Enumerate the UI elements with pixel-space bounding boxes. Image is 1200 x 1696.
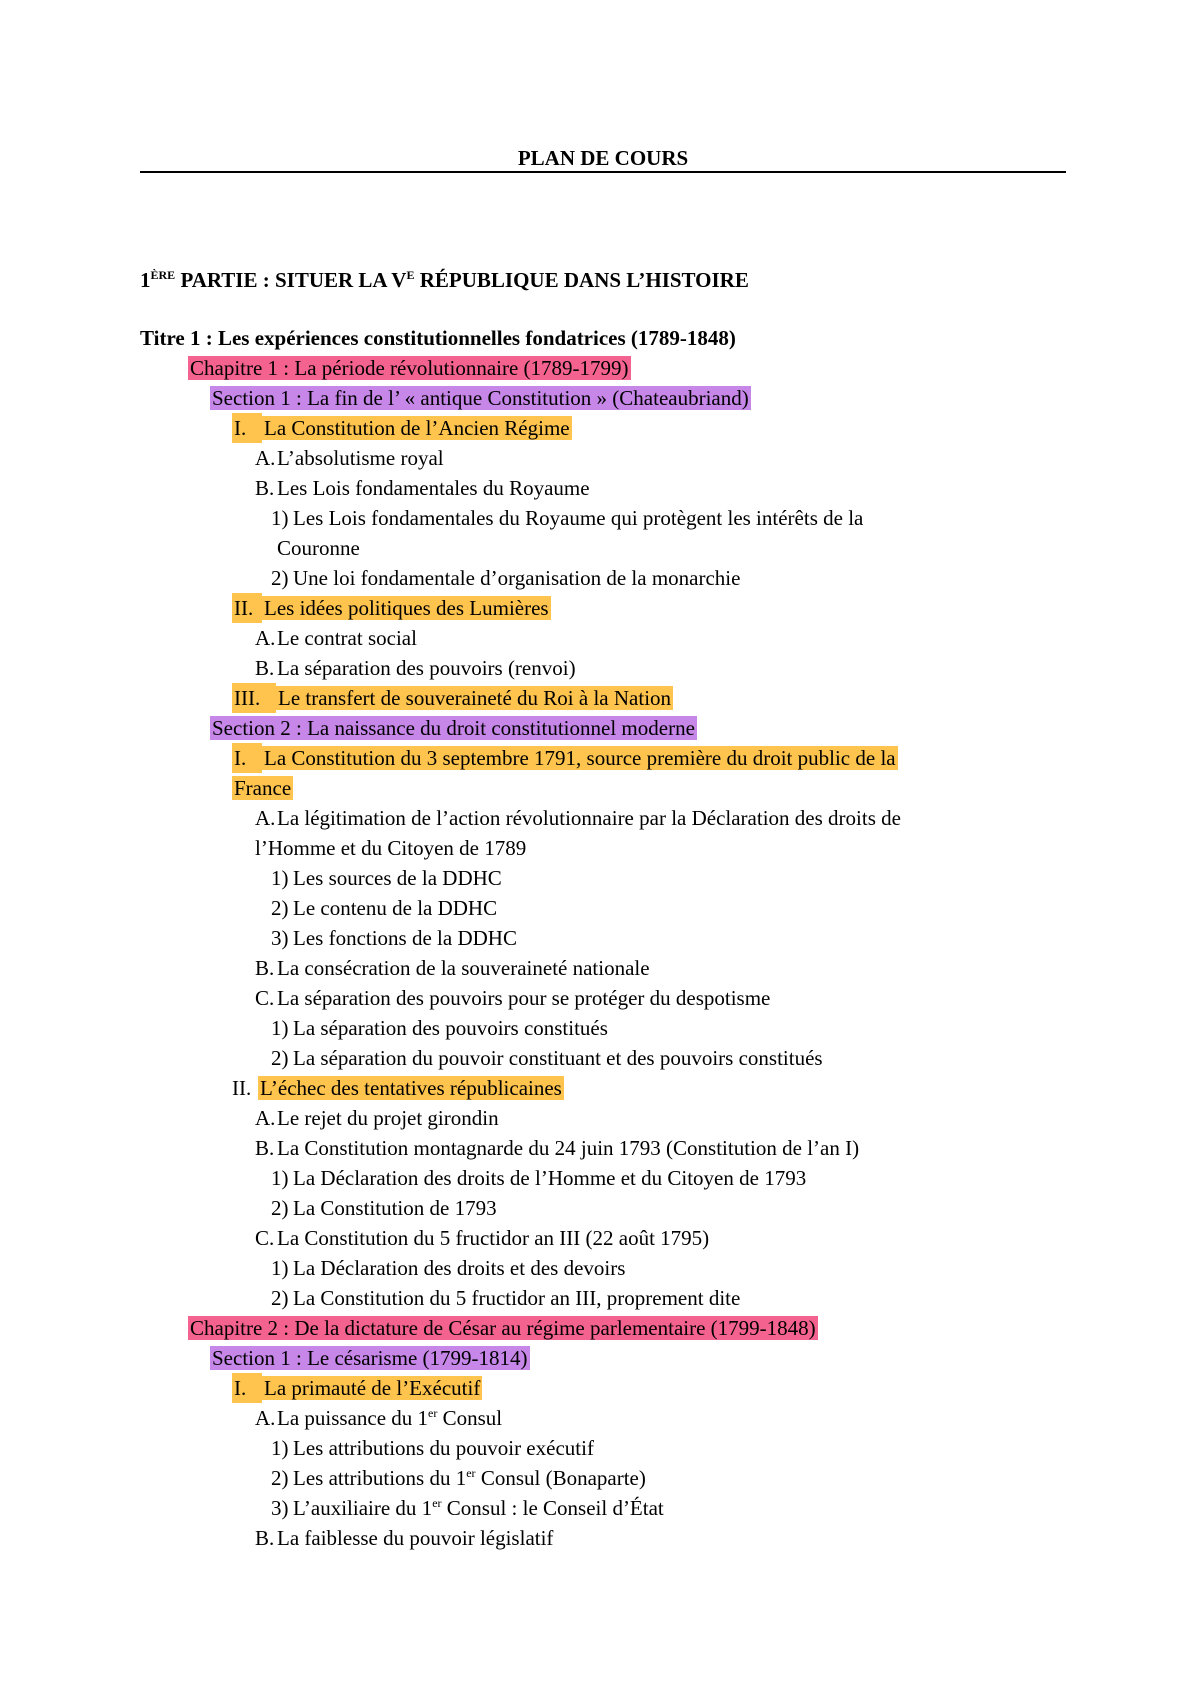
outline-line xyxy=(271,1193,497,1223)
outline-line xyxy=(255,1103,499,1133)
outline-line xyxy=(255,623,417,653)
outline-number: B. xyxy=(255,476,275,500)
outline-text: France xyxy=(234,776,292,800)
outline-number: B. xyxy=(255,656,275,680)
highlighted-heading xyxy=(210,716,697,740)
outline-line xyxy=(271,863,502,893)
outline-text: La primauté de l’Exécutif xyxy=(264,1376,481,1400)
outline-text: Chapitre 2 : De la dictature de César au régime parlementaire (1799-1848) xyxy=(190,1316,816,1340)
outline-number: A. xyxy=(255,626,276,650)
outline-text: Les attributions du 1er Consul (Bonaparte) xyxy=(293,1466,646,1490)
outline-text: Chapitre 1 : La période révolutionnaire (1789-1799) xyxy=(190,356,629,380)
outline-number: A. xyxy=(255,806,276,830)
outline-line xyxy=(271,893,497,923)
outline-line xyxy=(255,953,650,983)
outline-line xyxy=(232,683,673,713)
outline-number: 2) xyxy=(271,1466,289,1490)
outline-number: III. xyxy=(232,683,276,713)
outline-line xyxy=(255,803,901,833)
outline-text: L’échec des tentatives républicaines xyxy=(260,1076,562,1100)
titre-heading: Titre 1 : Les expériences constitutionnelles fondatrices (1789-1848) xyxy=(140,326,736,350)
outline-text: La Déclaration des droits et des devoirs xyxy=(293,1256,626,1280)
outline-line xyxy=(232,1373,482,1403)
outline-line xyxy=(271,503,863,533)
highlighted-heading xyxy=(232,776,293,800)
outline-text: L’absolutisme royal xyxy=(277,446,444,470)
outline-text: Le contenu de la DDHC xyxy=(293,896,498,920)
outline-number: 2) xyxy=(271,1046,289,1070)
outline-number: 1) xyxy=(271,1166,289,1190)
outline-line xyxy=(271,1043,823,1073)
outline-number: 2) xyxy=(271,1196,289,1220)
outline-number: C. xyxy=(255,986,275,1010)
outline-number: B. xyxy=(255,1526,275,1550)
outline-number: II. xyxy=(232,1076,252,1100)
outline-text: La Constitution du 5 fructidor an III (22 août 1795) xyxy=(277,1226,710,1250)
outline-line xyxy=(255,653,576,683)
highlighted-heading xyxy=(210,1346,530,1370)
outline-text: Le transfert de souveraineté du Roi à la Nation xyxy=(278,686,672,710)
outline-text: La Constitution du 5 fructidor an III, proprement dite xyxy=(293,1286,741,1310)
outline-line xyxy=(271,563,740,593)
outline-line xyxy=(255,1403,502,1433)
outline-text: Les fonctions de la DDHC xyxy=(293,926,517,950)
outline-line xyxy=(210,713,697,743)
outline-number: C. xyxy=(255,1226,275,1250)
outline-text: La séparation des pouvoirs pour se protéger du despotisme xyxy=(277,986,771,1010)
outline-number: I. xyxy=(232,743,262,773)
outline-text: Les attributions du pouvoir exécutif xyxy=(293,1436,594,1460)
outline-line xyxy=(255,1523,553,1553)
outline-text: La séparation du pouvoir constituant et des pouvoirs constitués xyxy=(293,1046,823,1070)
outline-text: L’auxiliaire du 1er Consul : le Conseil d’État xyxy=(293,1496,664,1520)
part-heading: 1ÈRE PARTIE : SITUER LA $V^E$ RÉPUBLIQUE DANS L’HISTOIRE xyxy=(140,268,749,292)
outline-number: 1) xyxy=(271,506,289,530)
outline-number: A. xyxy=(255,1406,276,1430)
outline-text: Les sources de la DDHC xyxy=(293,866,502,890)
outline-text: Section 1 : La fin de l’ « antique Constitution » (Chateaubriand) xyxy=(212,386,749,410)
outline-text: Section 2 : La naissance du droit constitutionnel moderne xyxy=(212,716,695,740)
outline-text: La Constitution de 1793 xyxy=(293,1196,497,1220)
outline-text: Les idées politiques des Lumières xyxy=(264,596,549,620)
outline-line xyxy=(271,923,517,953)
outline-text: Une loi fondamentale d’organisation de la monarchie xyxy=(293,566,741,590)
outline-number: B. xyxy=(255,1136,275,1160)
outline-line xyxy=(210,1343,530,1373)
outline-line xyxy=(232,593,551,623)
outline-line xyxy=(271,1163,806,1193)
outline-line xyxy=(255,1133,859,1163)
outline-line xyxy=(255,443,444,473)
outline-line xyxy=(232,413,572,443)
outline-line xyxy=(255,983,770,1013)
outline-line xyxy=(188,353,631,383)
outline-line xyxy=(271,1493,664,1523)
outline-number: 3) xyxy=(271,926,289,950)
outline-text: La séparation des pouvoirs (renvoi) xyxy=(277,656,576,680)
outline-line xyxy=(255,833,526,863)
outline-number: 2) xyxy=(271,566,289,590)
outline-line xyxy=(271,1013,608,1043)
outline-text: Les Lois fondamentales du Royaume qui protègent les intérêts de la xyxy=(293,506,864,530)
outline-number: 2) xyxy=(271,896,289,920)
outline-number: A. xyxy=(255,446,276,470)
outline-number: 2) xyxy=(271,1286,289,1310)
highlighted-heading xyxy=(188,356,631,380)
title-underline xyxy=(140,171,1066,173)
outline-number: B. xyxy=(255,956,275,980)
outline-line xyxy=(277,533,360,563)
outline-line xyxy=(271,1283,740,1313)
outline-text: La Déclaration des droits de l’Homme et du Citoyen de 1793 xyxy=(293,1166,807,1190)
outline-number: 1) xyxy=(271,1016,289,1040)
outline-text: La légitimation de l’action révolutionnaire par la Déclaration des droits de xyxy=(277,806,901,830)
outline-line xyxy=(232,743,898,773)
outline-text: La Constitution du 3 septembre 1791, source première du droit public de la xyxy=(264,746,896,770)
outline-text: La Constitution montagnarde du 24 juin 1793 (Constitution de l’an I) xyxy=(277,1136,860,1160)
document-title: PLAN DE COURS xyxy=(517,146,689,170)
outline-number: A. xyxy=(255,1106,276,1130)
highlighted-heading xyxy=(210,386,751,410)
outline-line xyxy=(271,1253,625,1283)
outline-line xyxy=(232,1073,564,1103)
outline-number: 3) xyxy=(271,1496,289,1520)
outline-line xyxy=(210,383,751,413)
outline-line xyxy=(255,1223,709,1253)
outline-text: l’Homme et du Citoyen de 1789 xyxy=(255,836,527,860)
outline-text: La séparation des pouvoirs constitués xyxy=(293,1016,608,1040)
outline-number: 1) xyxy=(271,866,289,890)
outline-number: I. xyxy=(232,1373,262,1403)
outline-text: Le contrat social xyxy=(277,626,417,650)
outline-text: La puissance du 1er Consul xyxy=(277,1406,503,1430)
outline-line xyxy=(232,773,293,803)
outline-text: Couronne xyxy=(277,536,360,560)
outline-text: La faiblesse du pouvoir législatif xyxy=(277,1526,554,1550)
outline-text: Section 1 : Le césarisme (1799-1814) xyxy=(212,1346,528,1370)
outline-line xyxy=(188,1313,818,1343)
outline-line xyxy=(255,473,590,503)
highlighted-heading xyxy=(188,1316,818,1340)
outline-text: La Constitution de l’Ancien Régime xyxy=(264,416,570,440)
outline-text: La consécration de la souveraineté nationale xyxy=(277,956,650,980)
outline-line xyxy=(271,1433,594,1463)
outline-number: II. xyxy=(232,593,262,623)
outline-line xyxy=(271,1463,646,1493)
outline-text: Les Lois fondamentales du Royaume xyxy=(277,476,590,500)
outline-text: Le rejet du projet girondin xyxy=(277,1106,499,1130)
outline-number: 1) xyxy=(271,1436,289,1460)
outline-number: 1) xyxy=(271,1256,289,1280)
outline-number: I. xyxy=(232,413,262,443)
